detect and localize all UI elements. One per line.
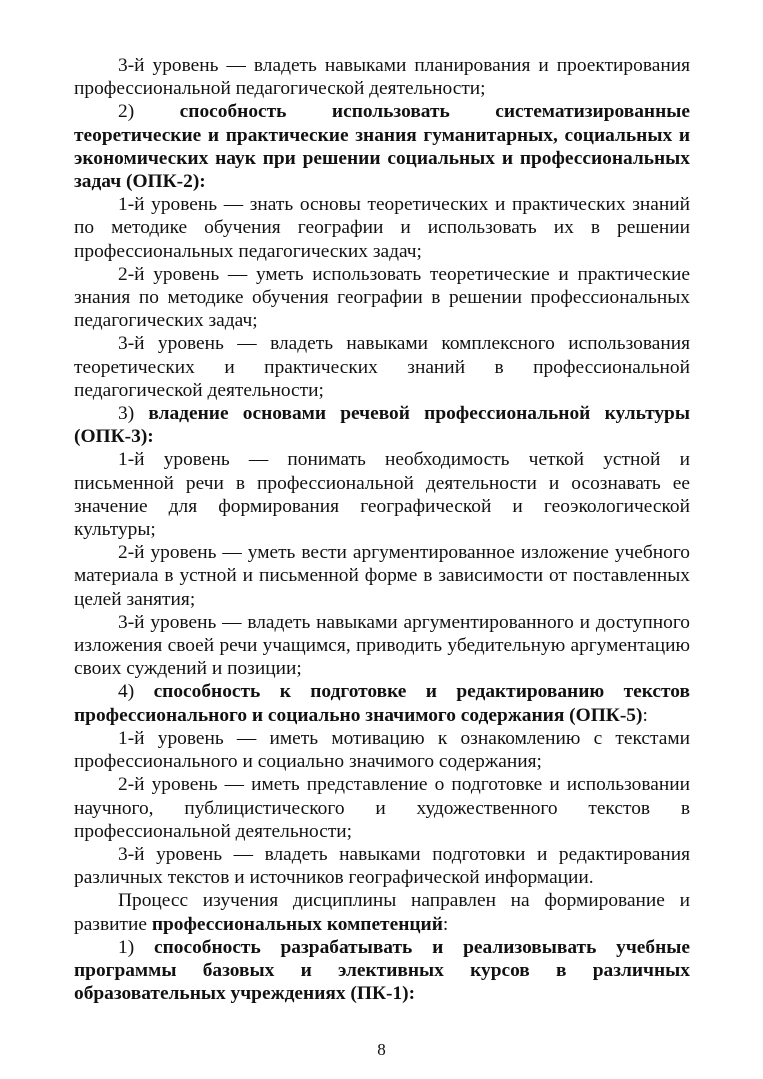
paragraph	[74, 889, 690, 935]
paragraph-text: 2-й уровень — уметь вести аргументированное изложение учебного материала в устной и письменной форме в зависимости от поставленных целей занятия;	[74, 542, 690, 610]
item-number: 2)	[118, 101, 180, 123]
paragraph	[74, 332, 690, 402]
competency-title: владение основами речевой профессиональной культуры (ОПК-3):	[74, 403, 690, 448]
paragraph	[74, 843, 690, 889]
paragraph	[74, 100, 690, 193]
item-number: 4)	[118, 681, 154, 703]
paragraph-text: 3-й уровень — владеть навыками подготовки и редактирования различных текстов и источников географической информации.	[74, 843, 690, 889]
paragraph	[74, 448, 690, 541]
paragraph	[74, 611, 690, 681]
item-number: 3)	[118, 403, 149, 425]
paragraph	[74, 193, 690, 263]
paragraph-text: 1-й уровень — иметь мотивацию к ознакомлению с текстами профессионального и социально значимого содержания;	[74, 727, 690, 773]
page-number: 8	[377, 1040, 386, 1059]
paragraph-text: 3-й уровень — владеть навыками планирования и проектирования профессиональной педагогической деятельности;	[74, 55, 690, 100]
paragraph-text: 2-й уровень — иметь представление о подготовке и использовании научного, публицистического и художественного текстов в профессиональной деятельности;	[74, 774, 690, 842]
paragraph	[74, 680, 690, 726]
competency-group-title: профессиональных компетенций	[151, 913, 443, 935]
competency-title: способность к подготовке и редактированию текстов профессионального и социально значимого содержания (ОПК-5)	[74, 681, 690, 726]
paragraph-text: 1-й уровень — понимать необходимость четкой устной и письменной речи в профессиональной деятельности и осознавать ее значение для формирования географической и геоэкологической культуры;	[74, 449, 690, 541]
competency-title: способность разрабатывать и реализовывать учебные программы базовых и элективных курсов в различных образовательных учреждениях (ПК-1):	[74, 936, 690, 1005]
punctuation: :	[642, 704, 648, 726]
paragraph	[74, 727, 690, 773]
paragraph	[74, 541, 690, 611]
page-body	[74, 54, 690, 1005]
competency-title: способность использовать систематизированные теоретические и практические знания гуманитарных, социальных и экономических наук при решении социальных и профессиональных задач (ОПК-2):	[74, 101, 690, 193]
paragraph	[74, 402, 690, 448]
paragraph	[74, 773, 690, 843]
paragraph-text: 2-й уровень — уметь использовать теоретические и практические знания по методике обучения географии в решении профессиональных педагогических задач;	[74, 263, 690, 332]
punctuation: :	[442, 913, 449, 935]
paragraph-text: 3-й уровень — владеть навыками аргументированного и доступного изложения своей речи учащимся, приводить убедительную аргументацию своих суждений и позиции;	[74, 611, 690, 680]
paragraph-text: Процесс изучения дисциплины направлен на формирование и развитие	[74, 890, 690, 935]
paragraph-text: 1-й уровень — знать основы теоретических и практических знаний по методике обучения географии и использовать их в решении профессиональных педагогических задач;	[74, 194, 690, 262]
item-number: 1)	[118, 936, 154, 958]
paragraph	[74, 263, 690, 333]
paragraph-text: 3-й уровень — владеть навыками комплексного использования теоретических и практических знаний в профессиональной педагогической деятельности;	[74, 333, 690, 401]
paragraph	[74, 936, 690, 1006]
paragraph	[74, 54, 690, 100]
